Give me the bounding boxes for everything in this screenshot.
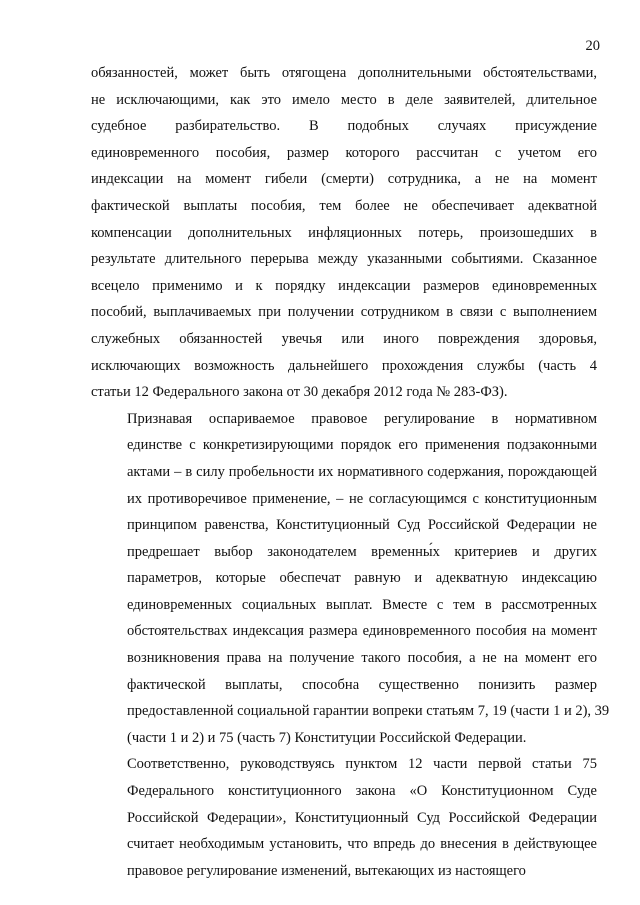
text-line: судебное разбирательство. В подобных случаях присуждение (91, 118, 597, 135)
text-line: пособий, выплачиваемых при получении сотрудником в связи с выполнением (91, 304, 597, 321)
text-line: результате длительного перерыва между указанными событиями. Сказанное (91, 251, 597, 268)
text-line: индексации на момент гибели (смерти) сотрудника, а не на момент (91, 171, 597, 188)
text-line: Федерального конституционного закона «О Конституционном Суде (127, 783, 597, 800)
text-line: Соответственно, руководствуясь пунктом 12 части первой статьи 75 (127, 756, 597, 773)
text-line: Российской Федерации», Конституционный Суд Российской Федерации (127, 809, 597, 826)
text-line: единстве с конкретизирующими порядок его применения подзаконными (127, 437, 597, 454)
text-line: единовременного пособия, размер которого рассчитан с учетом его (91, 144, 597, 161)
text-line: Признавая оспариваемое правовое регулирование в нормативном (127, 410, 597, 427)
text-line: актами – в силу пробельности их нормативного содержания, порождающей (127, 463, 597, 480)
text-line: компенсации дополнительных инфляционных потерь, произошедших в (91, 224, 597, 241)
text-line: единовременных социальных выплат. Вместе с тем в рассмотренных (127, 596, 597, 613)
paragraph-3 (91, 751, 597, 884)
text-line: служебных обязанностей увечья или иного повреждения здоровья, (91, 330, 597, 347)
text-line: статьи 12 Федерального закона от 30 декабря 2012 года № 283-ФЗ). (91, 384, 508, 401)
body-text (91, 60, 610, 884)
text-line: правовое регулирование изменений, вытекающих из настоящего (127, 862, 526, 879)
paragraph-1 (91, 60, 597, 406)
text-line: обстоятельствах индексация размера единовременного пособия на момент (127, 623, 597, 640)
text-line: фактической выплаты, способна существенно понизить размер (127, 676, 597, 693)
text-line: не исключающими, как это имело место в деле заявителей, длительное (91, 91, 597, 108)
text-line: фактической выплаты пособия, тем более не обеспечивает адекватной (91, 197, 597, 214)
text-line: исключающих возможность дальнейшего прохождения службы (часть 4 (91, 357, 597, 374)
text-line: всецело применимо и к порядку индексации размеров единовременных (91, 277, 597, 294)
text-line: предоставленной социальной гарантии вопреки статьям 7, 19 (части 1 и 2), 39 (127, 703, 610, 720)
text-line: обязанностей, может быть отягощена дополнительными обстоятельствами, (91, 65, 597, 81)
text-line: (части 1 и 2) и 75 (часть 7) Конституции Российской Федерации. (127, 729, 527, 746)
text-line: считает необходимым установить, что впредь до внесения в действующее (127, 836, 597, 853)
text-line: возникновения права на получение такого пособия, а не на момент его (127, 650, 597, 667)
page-number: 20 (585, 38, 600, 54)
text-line: параметров, которые обеспечат равную и адекватную индексацию (127, 570, 597, 587)
text-line: принципом равенства, Конституционный Суд Российской Федерации не (127, 517, 597, 534)
text-line: их противоречивое применение, – не согласующимся с конституционным (127, 490, 597, 507)
text-line: предрешает выбор законодателем временны́х критериев и других (127, 543, 597, 560)
paragraph-2 (91, 406, 610, 752)
